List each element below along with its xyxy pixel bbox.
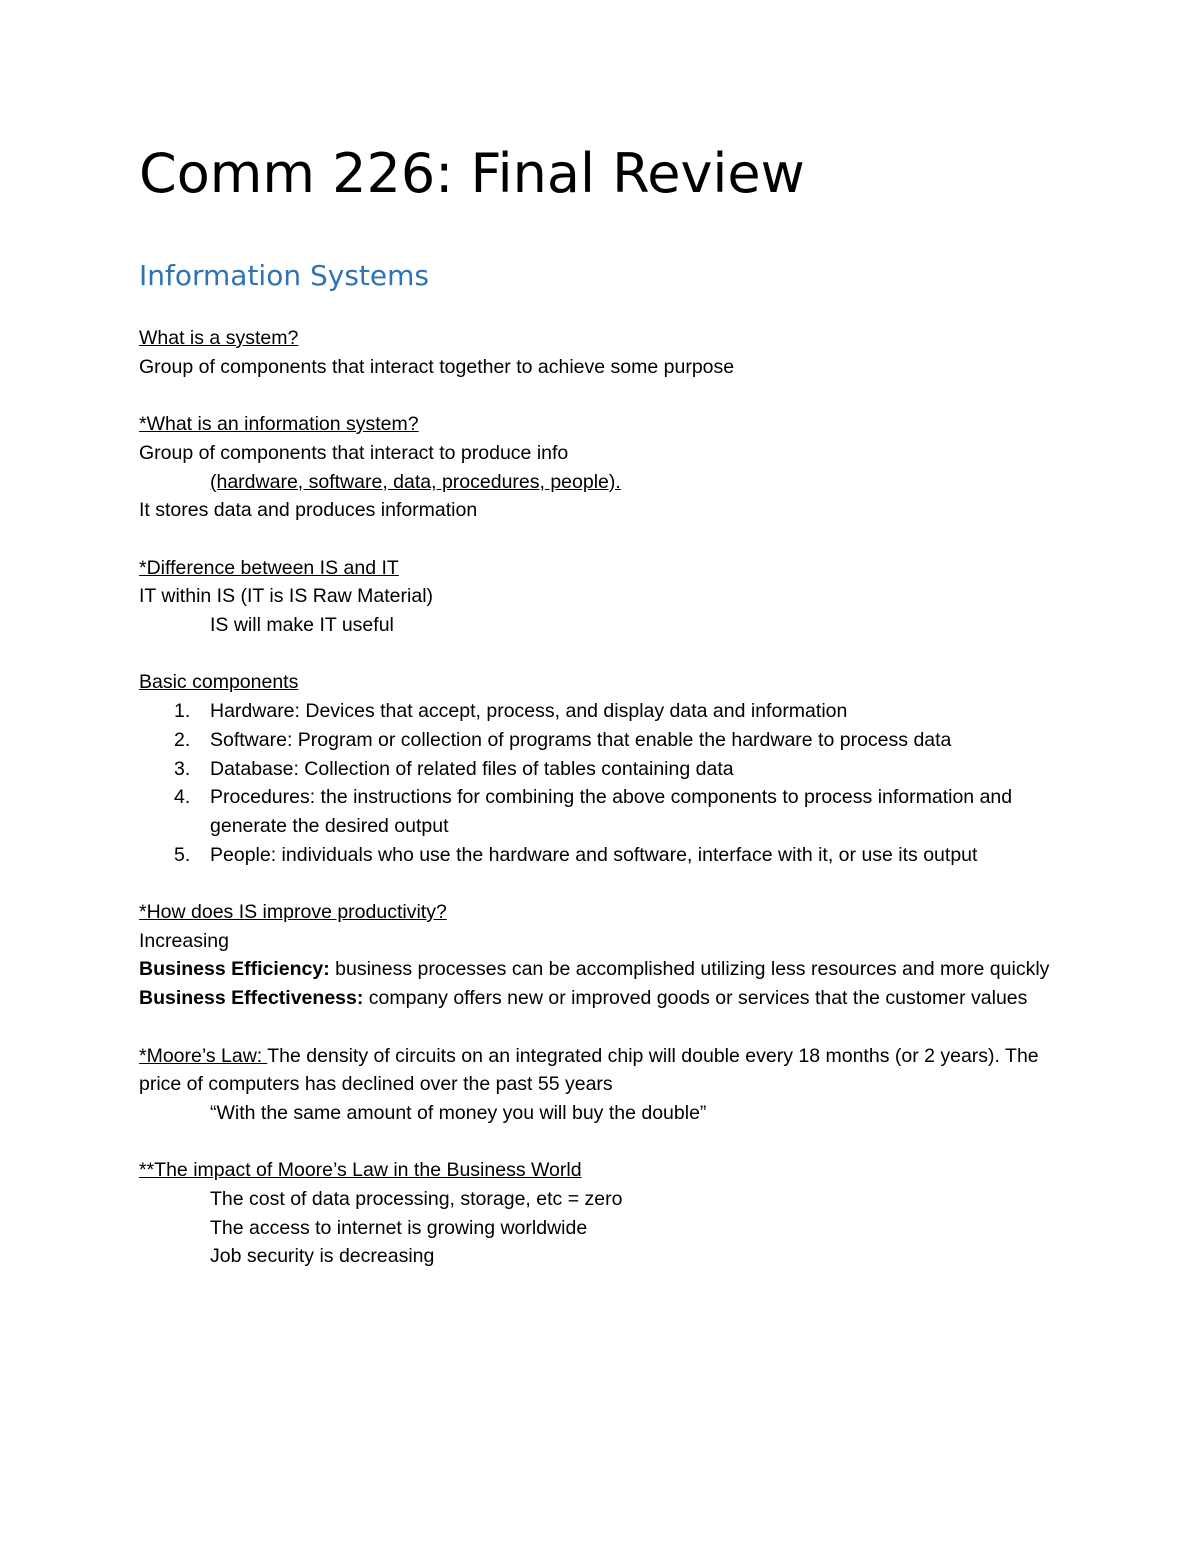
- list-item: [174, 755, 1059, 784]
- list-item-number: 1.: [174, 700, 191, 723]
- moores-law-text: The density of circuits on an integrated chip will double every 18 months (or 2 years). The price of computers has declined over the past 55 years: [139, 1044, 1039, 1096]
- blank-line: [139, 1128, 1059, 1157]
- moores-impact-heading: **The impact of Moore’s Law in the Business World: [139, 1159, 582, 1182]
- document-title: Comm 226: Final Review: [139, 142, 805, 205]
- is-vs-it-line-2: IS will make IT useful: [210, 614, 394, 636]
- business-efficiency-text: business processes can be accomplished utilizing less resources and more quickly: [329, 958, 1050, 981]
- list-item-text: Database: Collection of related files of tables containing data: [210, 757, 734, 780]
- system-question: What is a system?: [139, 327, 299, 349]
- list-item-number: 4.: [174, 786, 191, 809]
- is-vs-it-line-1: IT within IS (IT is IS Raw Material): [139, 585, 434, 608]
- list-item: [174, 726, 1059, 755]
- info-system-note: It stores data and produces information: [139, 499, 478, 522]
- moores-impact-item: The access to internet is growing worldwide: [210, 1216, 588, 1239]
- list-item: [174, 697, 1059, 726]
- blank-line: [139, 525, 1059, 554]
- is-vs-it-question: *Difference between IS and IT: [139, 556, 399, 579]
- info-system-components-line: [139, 468, 1059, 497]
- list-item-number: 2.: [174, 728, 191, 751]
- blank-line: [139, 869, 1059, 898]
- system-answer: Group of components that interact together to achieve some purpose: [139, 355, 735, 378]
- business-effectiveness: [139, 984, 1059, 1013]
- basic-components-list: [139, 697, 1059, 869]
- info-system-answer: Group of components that interact to produce info: [139, 441, 569, 464]
- section-heading: Information Systems: [139, 259, 429, 292]
- list-item: [174, 783, 1059, 840]
- list-item-text: Software: Program or collection of programs that enable the hardware to process data: [210, 728, 952, 751]
- productivity-intro: Increasing: [139, 929, 229, 952]
- business-efficiency: [139, 955, 1059, 984]
- list-item-number: 5.: [174, 843, 191, 866]
- productivity-question: *How does IS improve productivity?: [139, 901, 447, 923]
- moores-law: [139, 1042, 1059, 1099]
- moores-law-quote: “With the same amount of money you will buy the double”: [210, 1101, 707, 1124]
- list-item-number: 3.: [174, 757, 191, 780]
- info-system-question: *What is an information system?: [139, 413, 419, 436]
- basic-components-heading: Basic components: [139, 671, 299, 694]
- list-item-text: People: individuals who use the hardware and software, interface with it, or use its output: [210, 843, 978, 866]
- blank-line: [139, 1013, 1059, 1042]
- blank-line: [139, 381, 1059, 410]
- business-effectiveness-text: company offers new or improved goods or services that the customer values: [363, 987, 1028, 1010]
- business-efficiency-label: Business Efficiency:: [139, 958, 330, 981]
- moores-law-label: *Moore’s Law:: [139, 1044, 268, 1067]
- blank-line: [139, 640, 1059, 669]
- info-system-components: (hardware, software, data, procedures, people).: [210, 470, 621, 493]
- moores-impact-item: The cost of data processing, storage, etc = zero: [210, 1188, 623, 1210]
- document-body: [139, 324, 1059, 1271]
- list-item-text: Hardware: Devices that accept, process, and display data and information: [210, 700, 848, 723]
- list-item: [174, 841, 1059, 870]
- list-item-text: Procedures: the instructions for combining the above components to process information and generate the desired output: [210, 786, 1013, 837]
- business-effectiveness-label: Business Effectiveness:: [139, 987, 364, 1010]
- moores-impact-item: Job security is decreasing: [210, 1245, 435, 1268]
